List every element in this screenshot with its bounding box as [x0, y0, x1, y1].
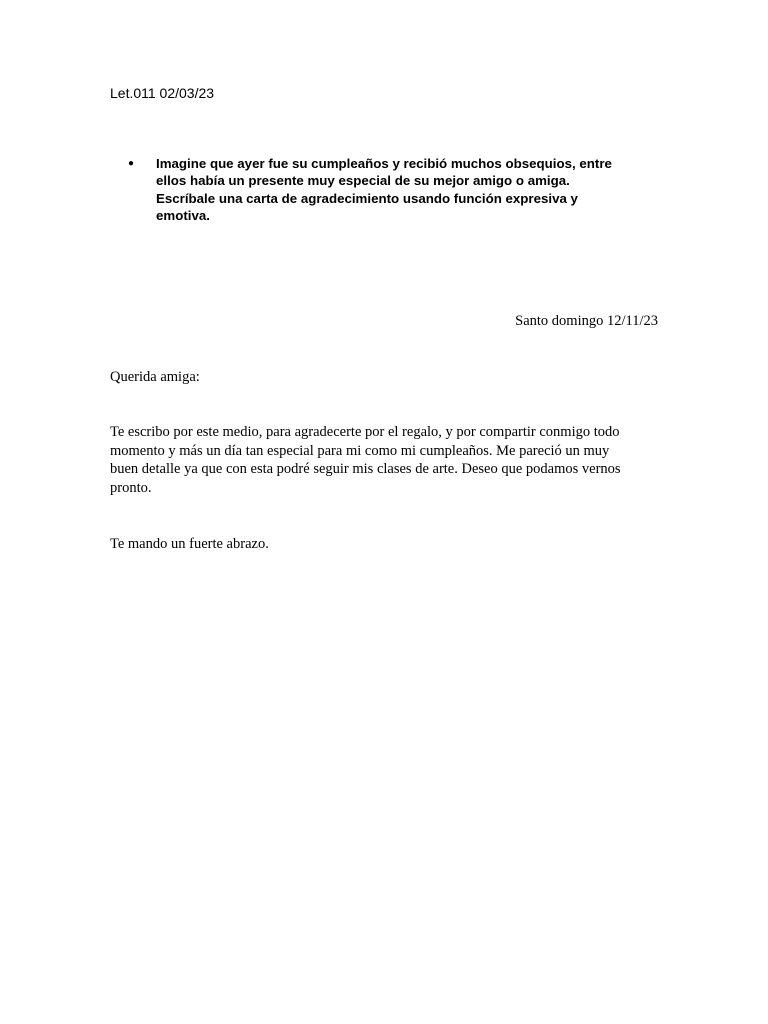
letter-body-line: buen detalle ya que con esta podré seguir mis clases de arte. Deseo que podamos vernos: [110, 461, 621, 478]
letter-closing: Te mando un fuerte abrazo.: [110, 536, 269, 552]
letter-greeting: Querida amiga:: [110, 369, 200, 385]
letter-body-line: pronto.: [110, 479, 152, 496]
letter-body-line: momento y más un día tan especial para mi como mi cumpleaños. Me pareció un muy: [110, 442, 610, 459]
document-reference: Let.011 02/03/23: [110, 85, 215, 101]
prompt-line: emotiva.: [156, 207, 210, 223]
letter-body-line: Te escribo por este medio, para agradecerte por el regalo, y por compartir conmigo todo: [110, 424, 620, 440]
assignment-prompt: [128, 155, 648, 224]
prompt-text: [156, 155, 612, 224]
letter-body: [110, 423, 670, 497]
prompt-line: ellos había un presente muy especial de su mejor amigo o amiga.: [156, 173, 570, 189]
prompt-line: Imagine que ayer fue su cumpleaños y recibió muchos obsequios, entre: [156, 156, 612, 171]
letter-place-date: Santo domingo 12/11/23: [515, 313, 658, 329]
prompt-line: Escríbale una carta de agradecimiento usando función expresiva y: [156, 190, 578, 206]
bullet-point-icon: ●: [128, 158, 135, 169]
